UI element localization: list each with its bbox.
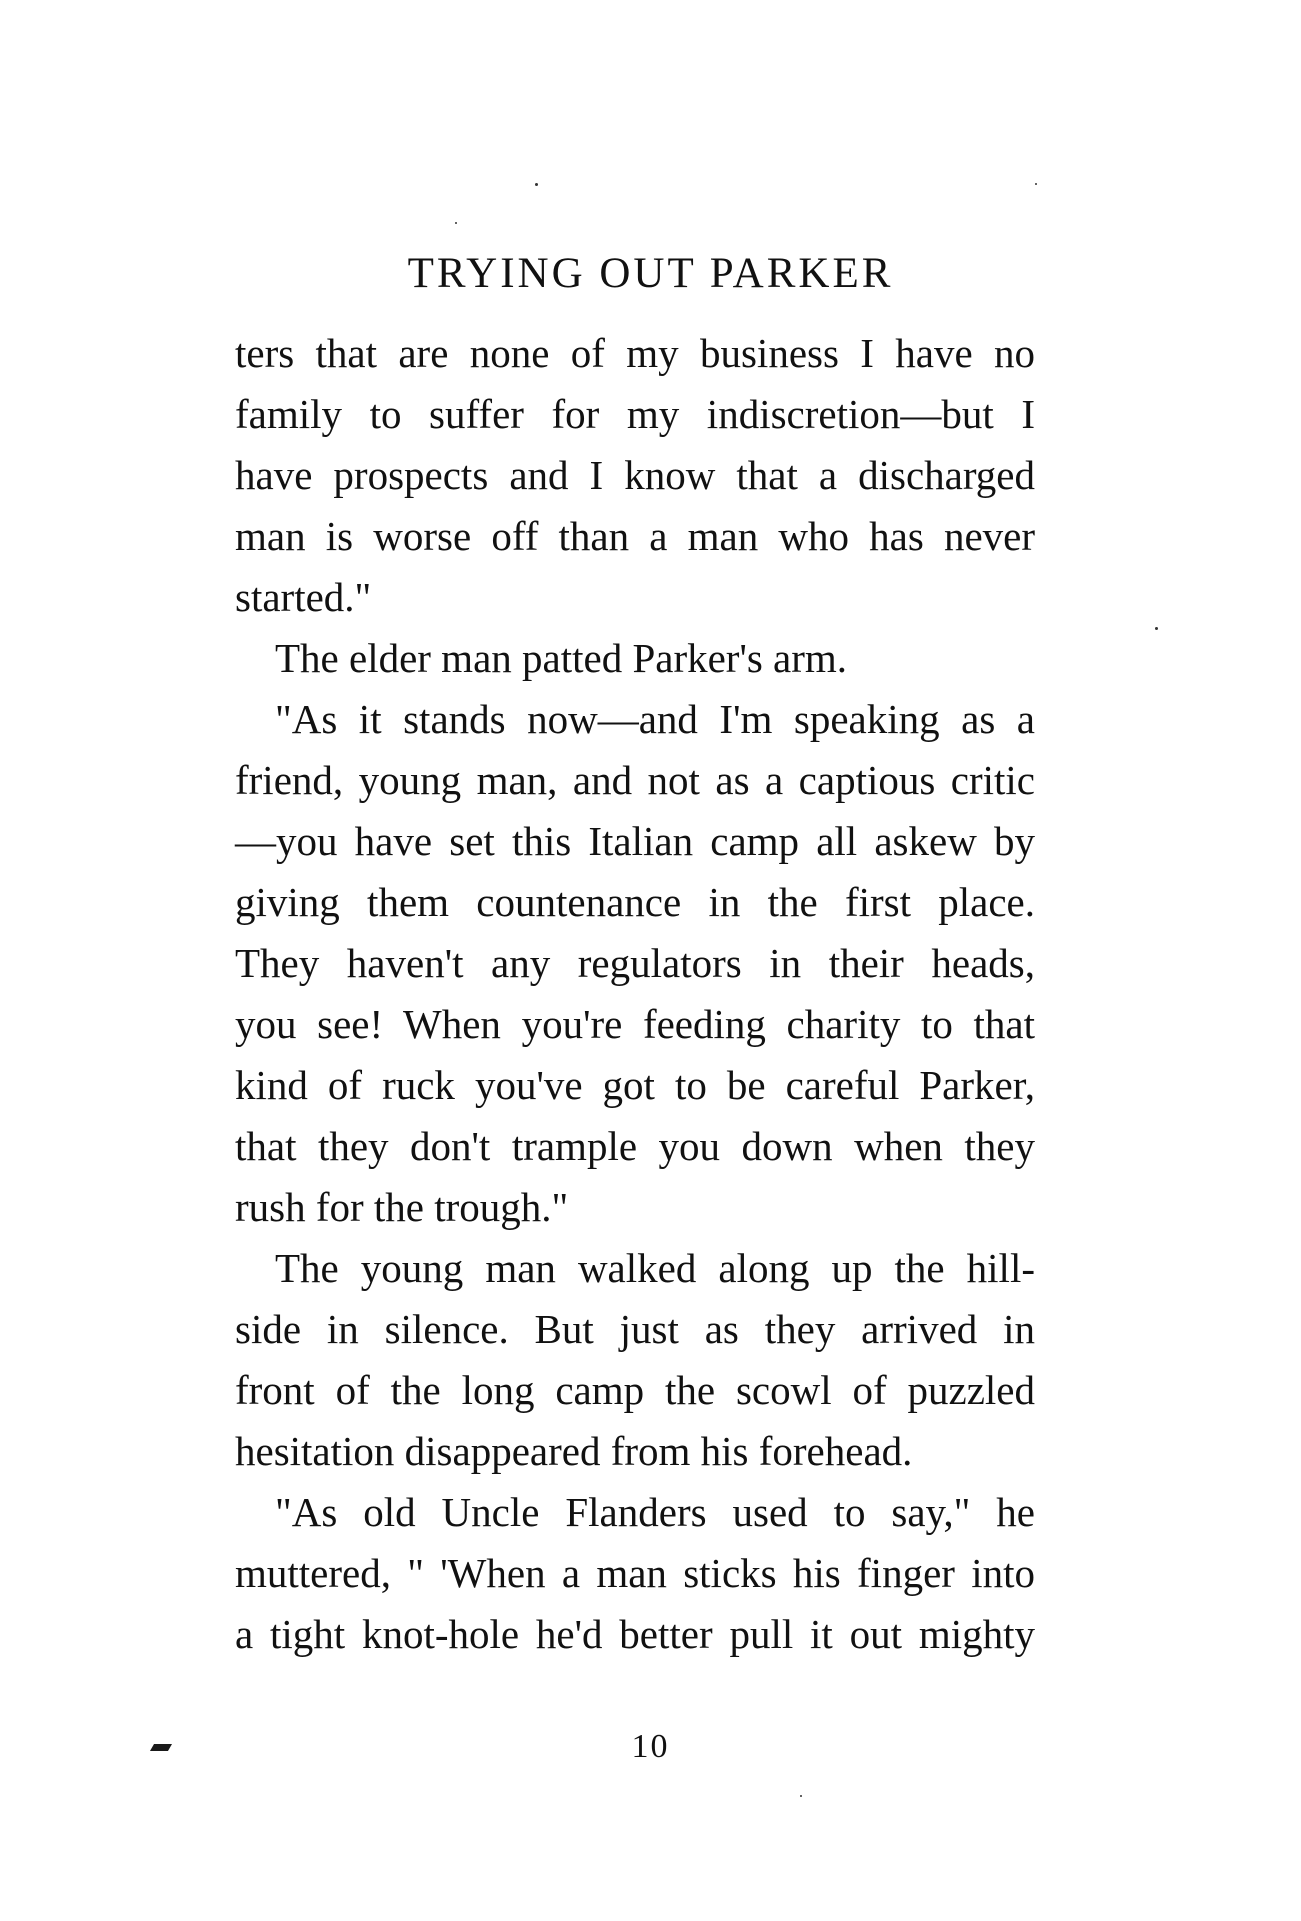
text-line: The young man walked along up the hill-: [275, 1245, 1035, 1291]
text-line: They haven't any regulators in their heads,: [235, 940, 1035, 986]
paragraph: [235, 1482, 1035, 1665]
text-line: "As old Uncle Flanders used to say," he: [275, 1489, 1035, 1535]
text-line: "As it stands now—and I'm speaking as a: [275, 696, 1035, 742]
scan-speck: [455, 222, 457, 224]
text-line: kind of ruck you've got to be careful Parker,: [235, 1062, 1035, 1108]
body-text: [235, 323, 1035, 1665]
text-line: have prospects and I know that a discharged: [235, 452, 1035, 498]
text-line: man is worse off than a man who has never: [235, 513, 1035, 559]
scan-speck: [535, 183, 538, 186]
text-line: you see! When you're feeding charity to that: [235, 1001, 1035, 1047]
scan-speck: [800, 1795, 802, 1797]
text-line: —you have set this Italian camp all askew by: [235, 818, 1035, 864]
text-line: ters that are none of my business I have no: [235, 330, 1035, 376]
text-line: front of the long camp the scowl of puzzled: [235, 1367, 1035, 1413]
text-line: rush for the trough.": [235, 1184, 569, 1230]
scan-speck: [1155, 627, 1158, 630]
paragraph: [235, 1238, 1035, 1482]
paragraph: [235, 323, 1035, 628]
text-line: family to suffer for my indiscretion—but I: [235, 391, 1035, 437]
page-number: 10: [631, 1728, 670, 1765]
paragraph: [235, 628, 1035, 689]
paragraph: [235, 689, 1035, 1238]
text-line: friend, young man, and not as a captious critic: [235, 757, 1035, 803]
text-line: muttered, " 'When a man sticks his finger into: [235, 1550, 1035, 1596]
text-line: hesitation disappeared from his forehead.: [235, 1428, 913, 1474]
text-line: The elder man patted Parker's arm.: [275, 635, 848, 681]
text-line: side in silence. But just as they arrived in: [235, 1306, 1035, 1352]
text-line: giving them countenance in the first place.: [235, 879, 1035, 925]
text-line: started.": [235, 574, 372, 620]
running-head: TRYING OUT PARKER: [407, 250, 894, 297]
text-line: a tight knot-hole he'd better pull it out mighty: [235, 1611, 1035, 1657]
text-line: that they don't trample you down when they: [235, 1123, 1035, 1169]
scan-speck: [1035, 183, 1037, 185]
